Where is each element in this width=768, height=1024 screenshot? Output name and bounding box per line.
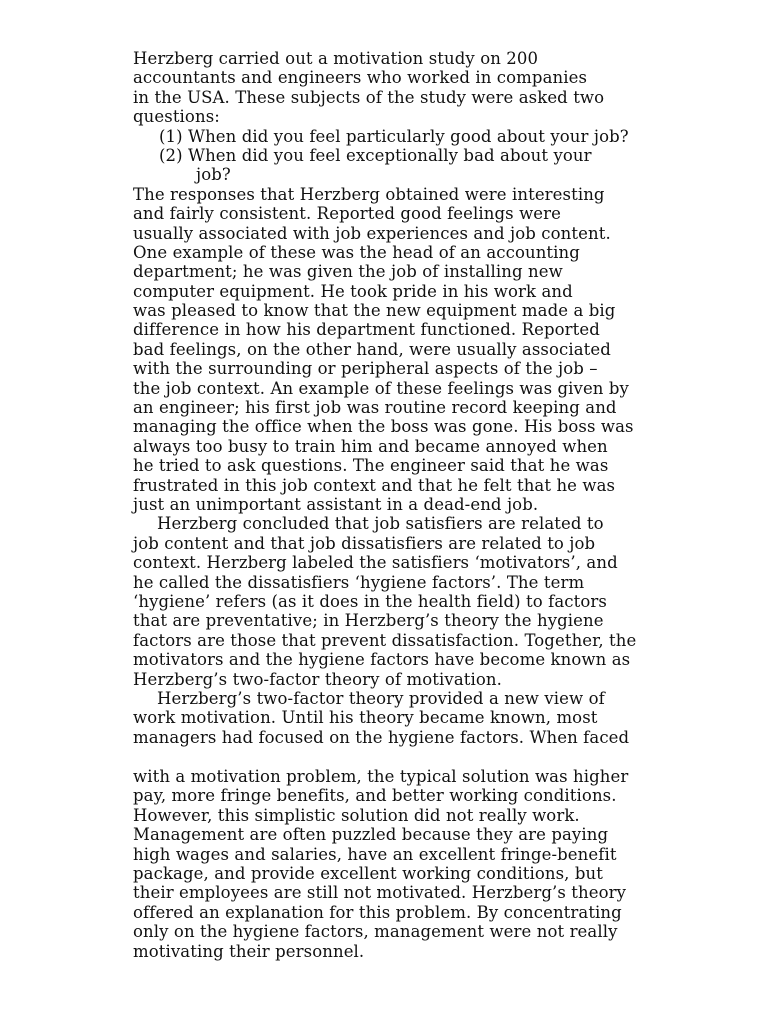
text-line: and fairly consistent. Reported good feelings were: [133, 204, 562, 224]
paragraph-start-line: Herzberg concluded that job satisfiers are related to: [157, 514, 604, 534]
text-line: the job context. An example of these feelings was given by: [133, 378, 629, 398]
text-line: an engineer; his first job was routine record keeping and: [133, 398, 617, 418]
text-line: in the USA. These subjects of the study were asked two: [133, 87, 605, 107]
text-line: computer equipment. He took pride in his work and: [133, 281, 573, 301]
text-line: always too busy to train him and became annoyed when: [133, 436, 608, 456]
text-line: One example of these was the head of an accounting: [133, 242, 580, 262]
text-line: managing the office when the boss was gone. His boss was: [133, 417, 634, 437]
text-line: was pleased to know that the new equipment made a big: [133, 301, 616, 321]
text-line: only on the hygiene factors, management were not really: [133, 922, 618, 942]
text-line: offered an explanation for this problem. By concentrating: [133, 902, 622, 922]
text-line: motivating their personnel.: [133, 941, 365, 961]
text-line: he tried to ask questions. The engineer said that he was: [133, 456, 609, 476]
text-line: their employees are still not motivated. Herzberg’s theory: [133, 883, 627, 903]
text-line: context. Herzberg labeled the satisfiers ‘motivators’, and: [133, 553, 618, 573]
question-item-2: (2) When did you feel exceptionally bad about your: [159, 145, 592, 165]
text-line: frustrated in this job context and that he felt that he was: [133, 475, 616, 495]
upper-text-block: [133, 49, 636, 747]
text-line: high wages and salaries, have an excellent fringe-benefit: [133, 844, 617, 864]
text-line: pay, more fringe benefits, and better working conditions.: [133, 786, 617, 806]
text-line: Management are often puzzled because they are paying: [133, 825, 609, 845]
text-line: However, this simplistic solution did not really work.: [133, 805, 580, 825]
text-line: just an unimportant assistant in a dead-end job.: [133, 494, 539, 514]
question-item-2-continuation: job?: [196, 165, 231, 185]
text-line: ‘hygiene’ refers (as it does in the health field) to factors: [133, 591, 607, 611]
text-line: managers had focused on the hygiene factors. When faced: [133, 727, 630, 747]
text-line: department; he was given the job of installing new: [133, 262, 563, 282]
text-line: questions:: [133, 107, 220, 127]
text-line: job content and that job dissatisfiers are related to job: [133, 533, 596, 553]
text-line: Herzberg’s two-factor theory of motivation.: [133, 669, 502, 689]
text-line: he called the dissatisfiers ‘hygiene factors’. The term: [133, 572, 585, 592]
lower-text-block: [133, 767, 628, 961]
text-line: accountants and engineers who worked in companies: [133, 68, 588, 88]
question-item-1: (1) When did you feel particularly good about your job?: [159, 126, 629, 146]
text-line: bad feelings, on the other hand, were usually associated: [133, 339, 611, 359]
text-line: usually associated with job experiences and job content.: [133, 223, 611, 243]
text-line: work motivation. Until his theory became known, most: [133, 708, 598, 728]
text-line: factors are those that prevent dissatisfaction. Together, the: [133, 630, 637, 650]
text-line: difference in how his department functioned. Reported: [133, 320, 600, 340]
text-line: package, and provide excellent working conditions, but: [133, 863, 603, 883]
text-line: The responses that Herzberg obtained were interesting: [133, 184, 605, 204]
text-line: with a motivation problem, the typical solution was higher: [133, 767, 629, 786]
text-line: Herzberg carried out a motivation study on 200: [133, 49, 539, 68]
text-line: motivators and the hygiene factors have become known as: [133, 650, 631, 670]
text-line: that are preventative; in Herzberg’s theory the hygiene: [133, 611, 604, 631]
text-line: with the surrounding or peripheral aspects of the job –: [133, 359, 598, 379]
paragraph-start-line: Herzberg’s two-factor theory provided a new view of: [157, 688, 605, 708]
